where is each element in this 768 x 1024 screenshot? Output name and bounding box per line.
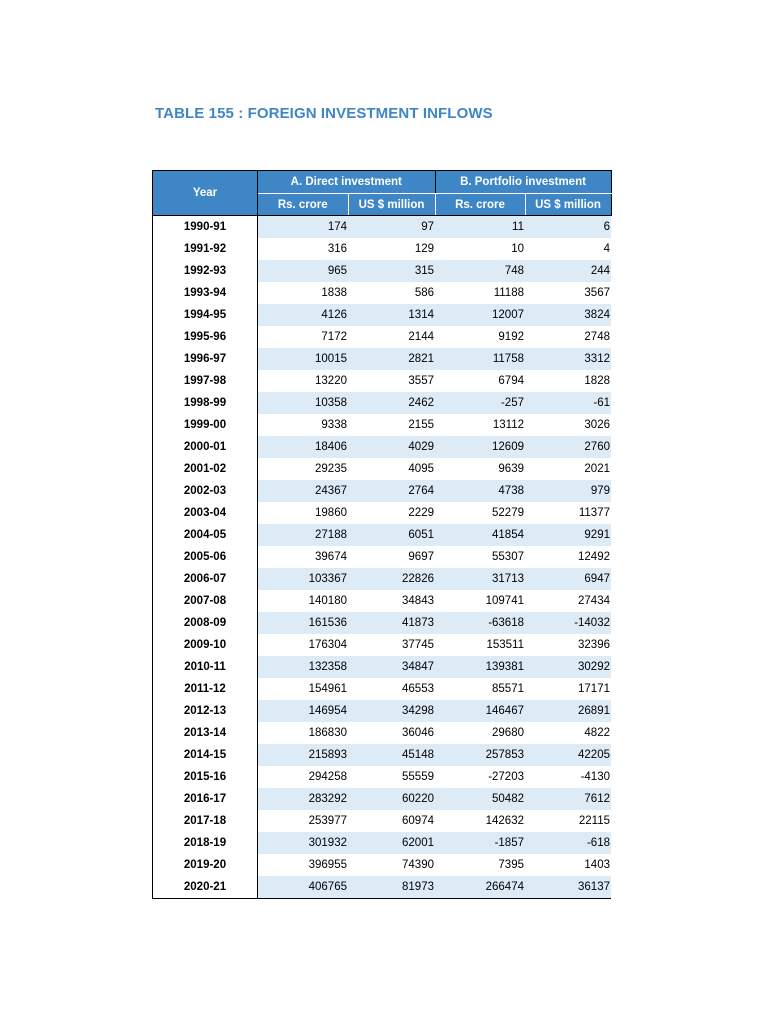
direct-rs-crore-cell: 7172 — [321, 331, 347, 343]
direct-usd-million-cell: 2462 — [348, 392, 435, 414]
portfolio-usd-million-cell: -61 — [525, 392, 611, 414]
portfolio-usd-million-cell: 244 — [525, 260, 611, 282]
portfolio-rs-crore-cell: 139381 — [435, 656, 525, 678]
portfolio-usd-million-cell: 12492 — [578, 551, 610, 563]
direct-rs-crore-cell: 39674 — [315, 551, 347, 563]
portfolio-usd-million-cell: -4130 — [580, 771, 610, 783]
portfolio-rs-crore-header: Rs. crore — [435, 194, 525, 216]
direct-usd-million-cell: 2229 — [408, 507, 434, 519]
portfolio-usd-million-cell: 42205 — [525, 744, 611, 766]
direct-rs-crore-cell: 965 — [258, 260, 349, 282]
portfolio-rs-crore-cell: -27203 — [488, 771, 524, 783]
table-header — [153, 171, 612, 216]
direct-usd-million-cell: 2155 — [408, 419, 434, 431]
table-row — [153, 590, 612, 612]
portfolio-rs-crore-cell: -63618 — [435, 612, 525, 634]
year-cell: 2011-12 — [153, 678, 258, 700]
table-row — [153, 238, 612, 260]
table-row — [153, 612, 612, 634]
direct-usd-million-cell: 37745 — [402, 639, 434, 651]
direct-usd-million-cell: 315 — [348, 260, 435, 282]
direct-rs-crore-cell: 27188 — [258, 524, 349, 546]
year-cell: 2008-09 — [153, 612, 258, 634]
year-cell: 2017-18 — [153, 810, 258, 832]
year-cell: 2019-20 — [153, 854, 258, 876]
portfolio-rs-crore-cell: 31713 — [435, 568, 525, 590]
year-cell: 2005-06 — [153, 546, 258, 568]
table-row — [153, 414, 612, 436]
portfolio-usd-million-cell: 27434 — [578, 595, 610, 607]
year-cell: 2003-04 — [153, 502, 258, 524]
direct-rs-crore-cell: 103367 — [258, 568, 349, 590]
portfolio-usd-million-cell: 26891 — [525, 700, 611, 722]
direct-rs-crore-cell: 18406 — [258, 436, 349, 458]
portfolio-usd-million-cell: 2021 — [584, 463, 610, 475]
portfolio-rs-crore-cell: 9639 — [498, 463, 524, 475]
direct-usd-million-cell: 2764 — [348, 480, 435, 502]
year-cell: 1996-97 — [153, 348, 258, 370]
portfolio-usd-million-cell: 1403 — [584, 859, 610, 871]
direct-rs-crore-cell: 10015 — [258, 348, 349, 370]
direct-rs-crore-cell: 13220 — [315, 375, 347, 387]
portfolio-rs-crore-cell: 85571 — [492, 683, 524, 695]
portfolio-usd-million-cell: 11377 — [578, 507, 610, 519]
direct-usd-million-cell: 81973 — [348, 876, 435, 899]
direct-usd-million-cell: 2144 — [408, 331, 434, 343]
direct-rs-crore-cell: 132358 — [258, 656, 349, 678]
direct-rs-crore-cell: 176304 — [308, 639, 347, 651]
direct-rs-crore-cell: 215893 — [258, 744, 349, 766]
portfolio-usd-million-header: US $ million — [525, 194, 611, 216]
direct-usd-million-cell: 586 — [414, 287, 434, 299]
portfolio-rs-crore-cell: 4738 — [435, 480, 525, 502]
table-row — [153, 854, 612, 876]
foreign-investment-table — [152, 170, 612, 899]
year-column-header: Year — [153, 171, 258, 216]
table-row — [153, 722, 612, 744]
year-cell: 2020-21 — [153, 876, 258, 899]
direct-usd-million-cell: 34847 — [348, 656, 435, 678]
direct-usd-million-cell: 34298 — [348, 700, 435, 722]
portfolio-rs-crore-cell: 13112 — [492, 419, 524, 431]
year-cell: 1997-98 — [153, 370, 258, 392]
portfolio-rs-crore-cell: 29680 — [492, 727, 524, 739]
table-row — [153, 502, 612, 524]
portfolio-usd-million-cell: 7612 — [525, 788, 611, 810]
portfolio-usd-million-cell: -618 — [525, 832, 611, 854]
direct-usd-million-cell: 55559 — [402, 771, 434, 783]
direct-usd-million-cell: 60220 — [348, 788, 435, 810]
portfolio-usd-million-cell: 1828 — [584, 375, 610, 387]
direct-rs-crore-cell: 24367 — [258, 480, 349, 502]
portfolio-rs-crore-cell: 153511 — [486, 639, 524, 651]
portfolio-rs-crore-cell: 41854 — [435, 524, 525, 546]
table-row — [153, 458, 612, 480]
portfolio-investment-header: B. Portfolio investment — [435, 171, 611, 194]
year-cell: 1994-95 — [153, 304, 258, 326]
portfolio-usd-million-cell: 17171 — [578, 683, 610, 695]
direct-usd-million-cell: 97 — [348, 216, 435, 239]
direct-rs-crore-cell: 161536 — [258, 612, 349, 634]
table-row — [153, 656, 612, 678]
direct-usd-million-cell: 45148 — [348, 744, 435, 766]
table-row — [153, 436, 612, 458]
page-title: TABLE 155 : FOREIGN INVESTMENT INFLOWS — [155, 105, 493, 122]
year-cell: 2016-17 — [153, 788, 258, 810]
direct-rs-crore-cell: 396955 — [308, 859, 347, 871]
table-row — [153, 392, 612, 414]
table-row — [153, 832, 612, 854]
direct-rs-crore-header: Rs. crore — [258, 194, 349, 216]
direct-rs-crore-cell: 146954 — [258, 700, 349, 722]
portfolio-rs-crore-cell: 257853 — [435, 744, 525, 766]
portfolio-rs-crore-cell: 109741 — [485, 595, 524, 607]
table-row — [153, 700, 612, 722]
direct-rs-crore-cell: 253977 — [308, 815, 347, 827]
year-cell: 2002-03 — [153, 480, 258, 502]
table-row — [153, 634, 612, 656]
year-cell: 2001-02 — [153, 458, 258, 480]
direct-usd-million-cell: 1314 — [348, 304, 435, 326]
direct-usd-million-header: US $ million — [348, 194, 435, 216]
portfolio-usd-million-cell: -14032 — [525, 612, 611, 634]
portfolio-rs-crore-cell: 12007 — [435, 304, 525, 326]
portfolio-rs-crore-cell: 146467 — [435, 700, 525, 722]
direct-rs-crore-cell: 283292 — [258, 788, 349, 810]
year-cell: 2006-07 — [153, 568, 258, 590]
direct-usd-million-cell: 60974 — [402, 815, 434, 827]
portfolio-rs-crore-cell: 12609 — [435, 436, 525, 458]
table-row — [153, 348, 612, 370]
portfolio-rs-crore-cell: -1857 — [435, 832, 525, 854]
year-cell: 2007-08 — [153, 590, 258, 612]
table-row — [153, 304, 612, 326]
year-cell: 2010-11 — [153, 656, 258, 678]
header-row-groups — [153, 171, 612, 194]
portfolio-usd-million-cell: 4822 — [584, 727, 610, 739]
year-cell: 2018-19 — [153, 832, 258, 854]
table-row — [153, 810, 612, 832]
direct-rs-crore-cell: 174 — [258, 216, 349, 239]
portfolio-rs-crore-cell: 52279 — [492, 507, 524, 519]
table-row — [153, 260, 612, 282]
portfolio-rs-crore-cell: 7395 — [498, 859, 524, 871]
portfolio-rs-crore-cell: 142632 — [485, 815, 524, 827]
table-row — [153, 766, 612, 788]
year-cell: 2000-01 — [153, 436, 258, 458]
table-row — [153, 326, 612, 348]
table-row — [153, 216, 612, 239]
direct-rs-crore-cell: 301932 — [258, 832, 349, 854]
portfolio-usd-million-cell: 3824 — [525, 304, 611, 326]
table-row — [153, 678, 612, 700]
direct-rs-crore-cell: 29235 — [315, 463, 347, 475]
table-row — [153, 480, 612, 502]
table-row — [153, 876, 612, 899]
direct-usd-million-cell: 3557 — [408, 375, 434, 387]
year-cell: 2004-05 — [153, 524, 258, 546]
year-cell: 1992-93 — [153, 260, 258, 282]
portfolio-rs-crore-cell: 55307 — [492, 551, 524, 563]
direct-usd-million-cell: 4095 — [408, 463, 434, 475]
portfolio-usd-million-cell: 4 — [603, 243, 610, 255]
table-body — [153, 216, 612, 899]
direct-rs-crore-cell: 9338 — [321, 419, 347, 431]
direct-rs-crore-cell: 316 — [327, 243, 347, 255]
table-row — [153, 788, 612, 810]
direct-usd-million-cell: 22826 — [348, 568, 435, 590]
portfolio-rs-crore-cell: 266474 — [435, 876, 525, 899]
direct-usd-million-cell: 6051 — [348, 524, 435, 546]
portfolio-rs-crore-cell: -257 — [435, 392, 525, 414]
direct-rs-crore-cell: 154961 — [308, 683, 347, 695]
table-row — [153, 744, 612, 766]
year-cell: 1991-92 — [153, 238, 258, 260]
direct-usd-million-cell: 36046 — [402, 727, 434, 739]
portfolio-rs-crore-cell: 748 — [435, 260, 525, 282]
year-cell: 1999-00 — [153, 414, 258, 436]
direct-usd-million-cell: 74390 — [402, 859, 434, 871]
table-row — [153, 568, 612, 590]
direct-usd-million-cell: 62001 — [348, 832, 435, 854]
portfolio-rs-crore-cell: 11 — [435, 216, 525, 239]
direct-usd-million-cell: 41873 — [348, 612, 435, 634]
table-row — [153, 282, 612, 304]
year-cell: 1993-94 — [153, 282, 258, 304]
year-cell: 2014-15 — [153, 744, 258, 766]
direct-rs-crore-cell: 4126 — [258, 304, 349, 326]
direct-usd-million-cell: 4029 — [348, 436, 435, 458]
direct-usd-million-cell: 34843 — [402, 595, 434, 607]
portfolio-usd-million-cell: 22115 — [578, 815, 610, 827]
direct-rs-crore-cell: 1838 — [321, 287, 347, 299]
direct-rs-crore-cell: 186830 — [308, 727, 347, 739]
portfolio-usd-million-cell: 3312 — [525, 348, 611, 370]
portfolio-usd-million-cell: 6947 — [525, 568, 611, 590]
year-cell: 1995-96 — [153, 326, 258, 348]
year-cell: 2013-14 — [153, 722, 258, 744]
portfolio-usd-million-cell: 9291 — [525, 524, 611, 546]
portfolio-usd-million-cell: 36137 — [525, 876, 611, 899]
direct-usd-million-cell: 2821 — [348, 348, 435, 370]
portfolio-usd-million-cell: 32396 — [578, 639, 610, 651]
year-cell: 2009-10 — [153, 634, 258, 656]
table-row — [153, 546, 612, 568]
portfolio-usd-million-cell: 2748 — [584, 331, 610, 343]
portfolio-usd-million-cell: 6 — [525, 216, 611, 239]
year-cell: 2015-16 — [153, 766, 258, 788]
year-cell: 2012-13 — [153, 700, 258, 722]
portfolio-rs-crore-cell: 6794 — [498, 375, 524, 387]
portfolio-usd-million-cell: 3567 — [584, 287, 610, 299]
portfolio-rs-crore-cell: 11188 — [493, 287, 524, 299]
portfolio-usd-million-cell: 3026 — [584, 419, 610, 431]
direct-usd-million-cell: 46553 — [402, 683, 434, 695]
portfolio-rs-crore-cell: 11758 — [435, 348, 525, 370]
direct-rs-crore-cell: 19860 — [315, 507, 347, 519]
direct-rs-crore-cell: 140180 — [308, 595, 347, 607]
portfolio-rs-crore-cell: 50482 — [435, 788, 525, 810]
year-cell: 1990-91 — [153, 216, 258, 239]
direct-investment-header: A. Direct investment — [258, 171, 436, 194]
portfolio-rs-crore-cell: 10 — [511, 243, 524, 255]
portfolio-rs-crore-cell: 9192 — [498, 331, 524, 343]
direct-usd-million-cell: 129 — [414, 243, 434, 255]
table-row — [153, 524, 612, 546]
direct-usd-million-cell: 9697 — [408, 551, 434, 563]
direct-rs-crore-cell: 294258 — [308, 771, 347, 783]
portfolio-usd-million-cell: 30292 — [525, 656, 611, 678]
portfolio-usd-million-cell: 979 — [525, 480, 611, 502]
portfolio-usd-million-cell: 2760 — [525, 436, 611, 458]
table-row — [153, 370, 612, 392]
direct-rs-crore-cell: 10358 — [258, 392, 349, 414]
year-cell: 1998-99 — [153, 392, 258, 414]
direct-rs-crore-cell: 406765 — [258, 876, 349, 899]
